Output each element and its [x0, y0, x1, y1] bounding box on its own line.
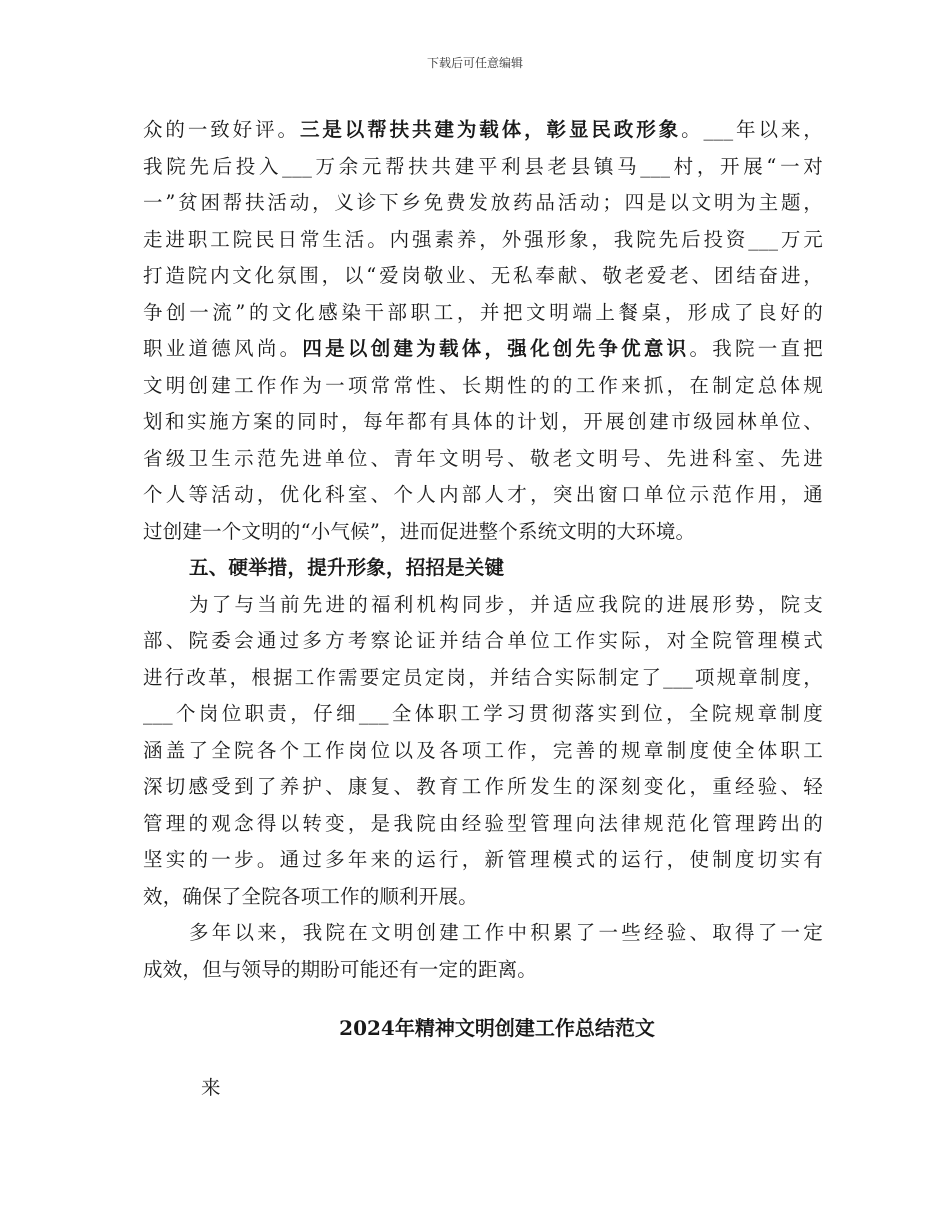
- text-line: 来: [201, 1076, 221, 1099]
- text-line: 效，确保了全院各项工作的顺利开展。: [143, 884, 478, 908]
- text-line: 我院先后投入___万余元帮扶共建平利县老县镇马___村，开展“一对: [143, 154, 823, 178]
- document-title: 2024年精神文明创建工作总结范文: [339, 1016, 655, 1040]
- text-line: [143, 112, 823, 149]
- document-body: [143, 112, 823, 1106]
- bold-key-point: 四是以创建为载体，强化创先争优意识: [302, 337, 690, 360]
- text-run: 。___年以来，: [681, 118, 824, 141]
- section-heading: [143, 550, 823, 587]
- bold-key-point: 三是以帮扶共建为载体，彰显民政形象: [299, 118, 682, 141]
- text-line: 坚实的一步。通过多年来的运行，新管理模式的运行，使制度切实有: [143, 848, 823, 871]
- text-line: 个人等活动，优化科室、个人内部人才，突出窗口单位示范作用，通: [143, 483, 823, 506]
- text-line: 管理的观念得以转变，是我院由经验型管理向法律规范化管理跨出的: [143, 811, 823, 835]
- text-line: 争创一流”的文化感染干部职工，并把文明端上餐桌，形成了良好的: [143, 300, 823, 324]
- text-run: 职业道德风尚。: [143, 337, 303, 360]
- page-header: 下载后可任意编辑: [426, 56, 523, 70]
- text-line: 多年以来，我院在文明创建工作中积累了一些经验、取得了一定: [189, 921, 823, 944]
- text-line: 为了与当前先进的福利机构同步，并适应我院的进展形势，院支: [189, 592, 823, 616]
- text-line: 深切感受到了养护、康复、教育工作所发生的深刻变化，重经验、轻: [143, 775, 823, 798]
- text-line: 走进职工院民日常生活。内强素养，外强形象，我院先后投资___万元: [143, 227, 823, 251]
- text-run: 众的一致好评。: [143, 118, 300, 141]
- text-line: 涵盖了全院各个工作岗位以及各项工作，完善的规章制度使全体职工: [143, 738, 823, 762]
- text-line: 划和实施方案的同时，每年都有具体的计划，开展创建市级园林单位、: [143, 410, 823, 433]
- text-line: [143, 331, 823, 368]
- text-line: 过创建一个文明的“小气候”，进而促进整个系统文明的大环境。: [143, 519, 696, 543]
- spacer: [143, 988, 823, 1008]
- text-line: 进行改革，根据工作需要定员定岗，并结合实际制定了___项规章制度，: [143, 665, 823, 689]
- text-line: 打造院内文化氛围，以“爱岗敬业、无私奉献、敬老爱老、团结奋进，: [143, 264, 823, 287]
- text-line: ___个岗位职责，仔细___全体职工学习贯彻落实到位，全院规章制度: [143, 702, 823, 725]
- text-line: 一”贫困帮扶活动，义诊下乡免费发放药品活动；四是以文明为主题，: [143, 191, 823, 214]
- text-run: 。我院一直把: [689, 337, 824, 360]
- text-line: 文明创建工作作为一项常常性、长期性的的工作来抓，在制定总体规: [143, 373, 823, 397]
- text-line: 部、院委会通过多方考察论证并结合单位工作实际，对全院管理模式: [143, 629, 823, 652]
- text-line: 省级卫生示范先进单位、青年文明号、敬老文明号、先进科室、先进: [143, 446, 823, 470]
- section-heading-text: 五、硬举措，提升形象，招招是关键: [189, 556, 505, 579]
- text-line: 成效，但与领导的期盼可能还有一定的距离。: [143, 957, 538, 981]
